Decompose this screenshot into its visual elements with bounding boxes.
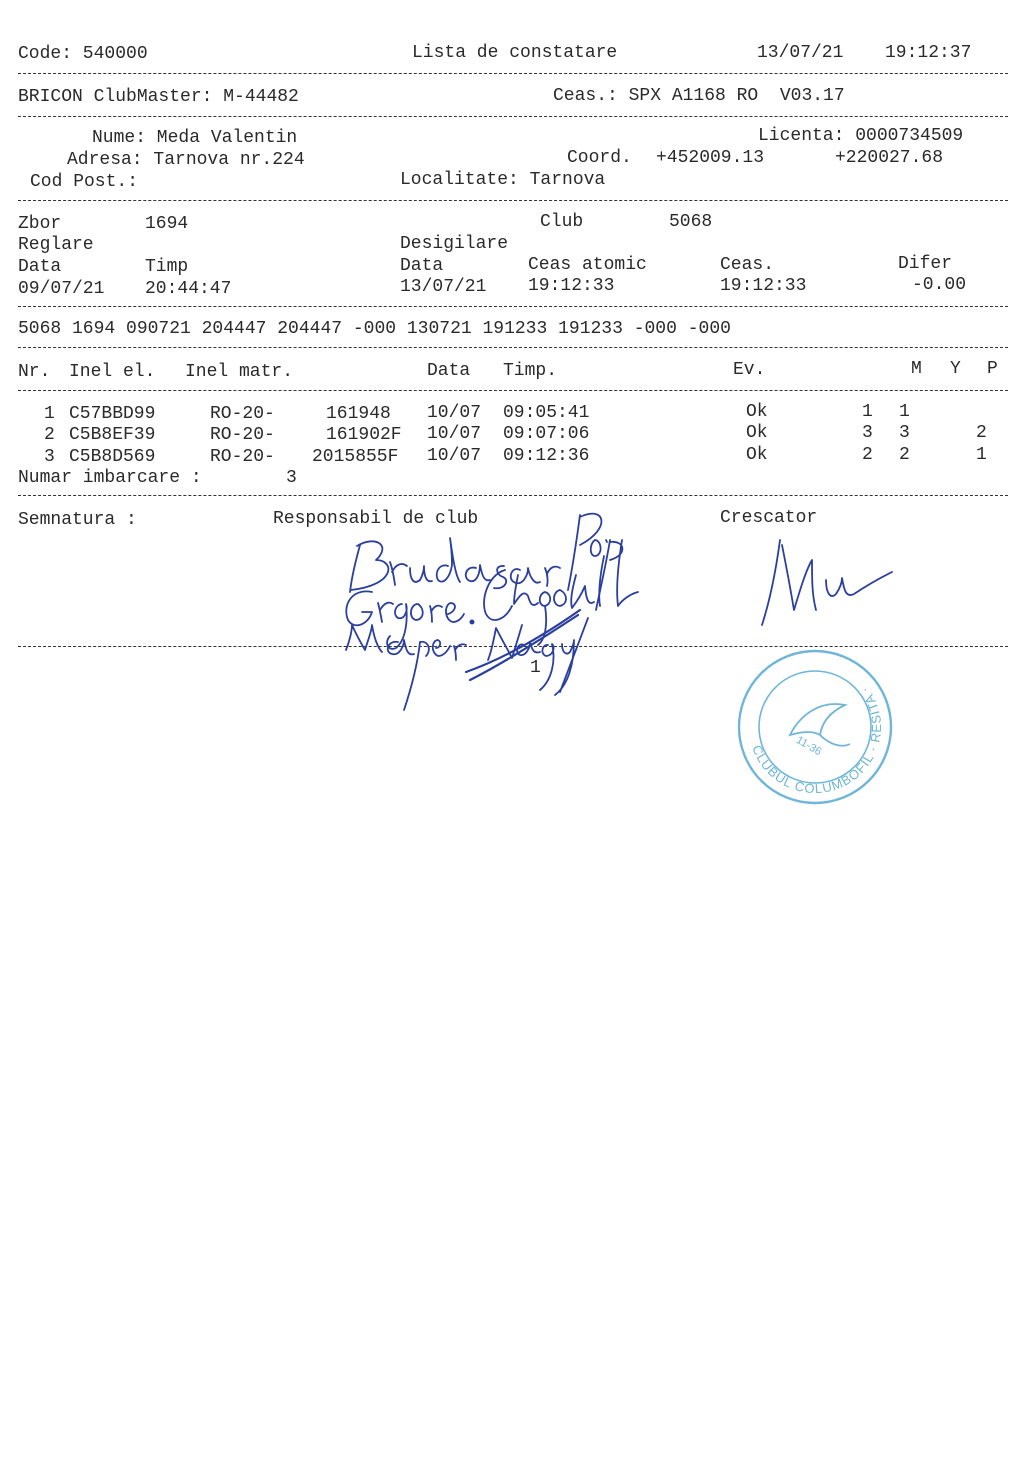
clock-id: Ceas.: SPX A1168 RO V03.17 (553, 86, 845, 106)
row-p: 1 (976, 445, 987, 465)
row-ev: Ok (746, 402, 768, 422)
signature-label: Semnatura : (18, 510, 137, 530)
flight-label: Zbor (18, 214, 62, 234)
svg-text:11-36: 11-36 (793, 734, 824, 759)
row-timp: 09:12:36 (503, 446, 590, 466)
col-ceas-atomic: Ceas atomic (528, 255, 647, 275)
row-inel-el: C5B8EF39 (69, 425, 156, 445)
row-m: 3 (862, 423, 873, 443)
print-time: 19:12:37 (885, 43, 972, 63)
row-nr: 3 (44, 447, 55, 467)
col-timp: Timp (145, 257, 189, 277)
row-data: 10/07 (427, 403, 482, 423)
col-p: P (987, 359, 998, 379)
document-code: Code: 540000 (18, 44, 148, 64)
row-prefix: RO-20- (210, 404, 275, 424)
reglare-label: Reglare (18, 235, 94, 255)
fancier-name: Nume: Meda Valentin (92, 128, 298, 148)
col-data-desigilare: Data (400, 256, 444, 276)
club-responsible-label: Responsabil de club (273, 509, 479, 529)
coord-longitude: +220027.68 (835, 148, 944, 168)
row-nr: 2 (44, 425, 55, 445)
col-y: Y (950, 359, 961, 379)
club-number: 5068 (669, 212, 713, 232)
col-data: Data (427, 361, 471, 381)
license-number: Licenta: 0000734509 (758, 126, 964, 146)
clubmaster-id: BRICON ClubMaster: M-44482 (18, 87, 299, 107)
col-inel-matr: Inel matr. (185, 362, 294, 382)
page-number: 1 (530, 658, 541, 678)
row-p: 2 (976, 423, 987, 443)
reglare-date: 09/07/21 (18, 279, 105, 299)
row-prefix: RO-20- (210, 447, 275, 467)
print-date: 13/07/21 (757, 43, 844, 63)
coord-label: Coord. (567, 148, 632, 168)
desigilare-label: Desigilare (400, 234, 509, 254)
row-data: 10/07 (427, 424, 482, 444)
locality: Localitate: Tarnova (400, 170, 606, 190)
row-prefix: RO-20- (210, 425, 275, 445)
clock-time: 19:12:33 (720, 276, 807, 296)
row-inel-matr: 161948 (326, 404, 391, 424)
col-data-reglare: Data (18, 257, 62, 277)
coord-latitude: +452009.13 (656, 148, 765, 168)
atomic-clock-time: 19:12:33 (528, 276, 615, 296)
row-inel-matr: 161902F (326, 425, 402, 445)
row-y: 2 (899, 445, 910, 465)
row-y: 1 (899, 402, 910, 422)
row-timp: 09:07:06 (503, 424, 590, 444)
row-nr: 1 (44, 404, 55, 424)
col-timp-sosire: Timp. (503, 361, 558, 381)
row-m: 1 (862, 402, 873, 422)
flight-number: 1694 (145, 214, 189, 234)
boarding-count-value: 3 (286, 468, 297, 488)
control-code-line: 5068 1694 090721 204447 204447 -000 130721 191233 191233 -000 -000 (18, 319, 731, 339)
col-difer: Difer (898, 254, 953, 274)
row-inel-el: C5B8D569 (69, 447, 156, 467)
row-timp: 09:05:41 (503, 403, 590, 423)
reglare-time: 20:44:47 (145, 279, 232, 299)
postal-code: Cod Post.: (30, 172, 139, 192)
col-m: M (911, 359, 922, 379)
row-y: 3 (899, 423, 910, 443)
boarding-count-label: Numar imbarcare : (18, 468, 202, 488)
desigilare-date: 13/07/21 (400, 277, 487, 297)
row-ev: Ok (746, 423, 768, 443)
row-data: 10/07 (427, 446, 482, 466)
row-inel-el: C57BBD99 (69, 404, 156, 424)
col-ev: Ev. (733, 360, 766, 380)
document-title: Lista de constatare (412, 43, 618, 63)
col-nr: Nr. (18, 362, 51, 382)
svg-text:CLUBUL COLUMBOFIL · RESITA: CLUBUL COLUMBOFIL · RESITA · (749, 683, 885, 797)
breeder-label: Crescator (720, 508, 818, 528)
row-m: 2 (862, 445, 873, 465)
row-inel-matr: 2015855F (312, 447, 399, 467)
time-difference: -0.00 (912, 275, 967, 295)
row-ev: Ok (746, 445, 768, 465)
col-ceas: Ceas. (720, 255, 775, 275)
fancier-address: Adresa: Tarnova nr.224 (67, 150, 305, 170)
club-label: Club (540, 212, 584, 232)
col-inel-el: Inel el. (69, 362, 156, 382)
